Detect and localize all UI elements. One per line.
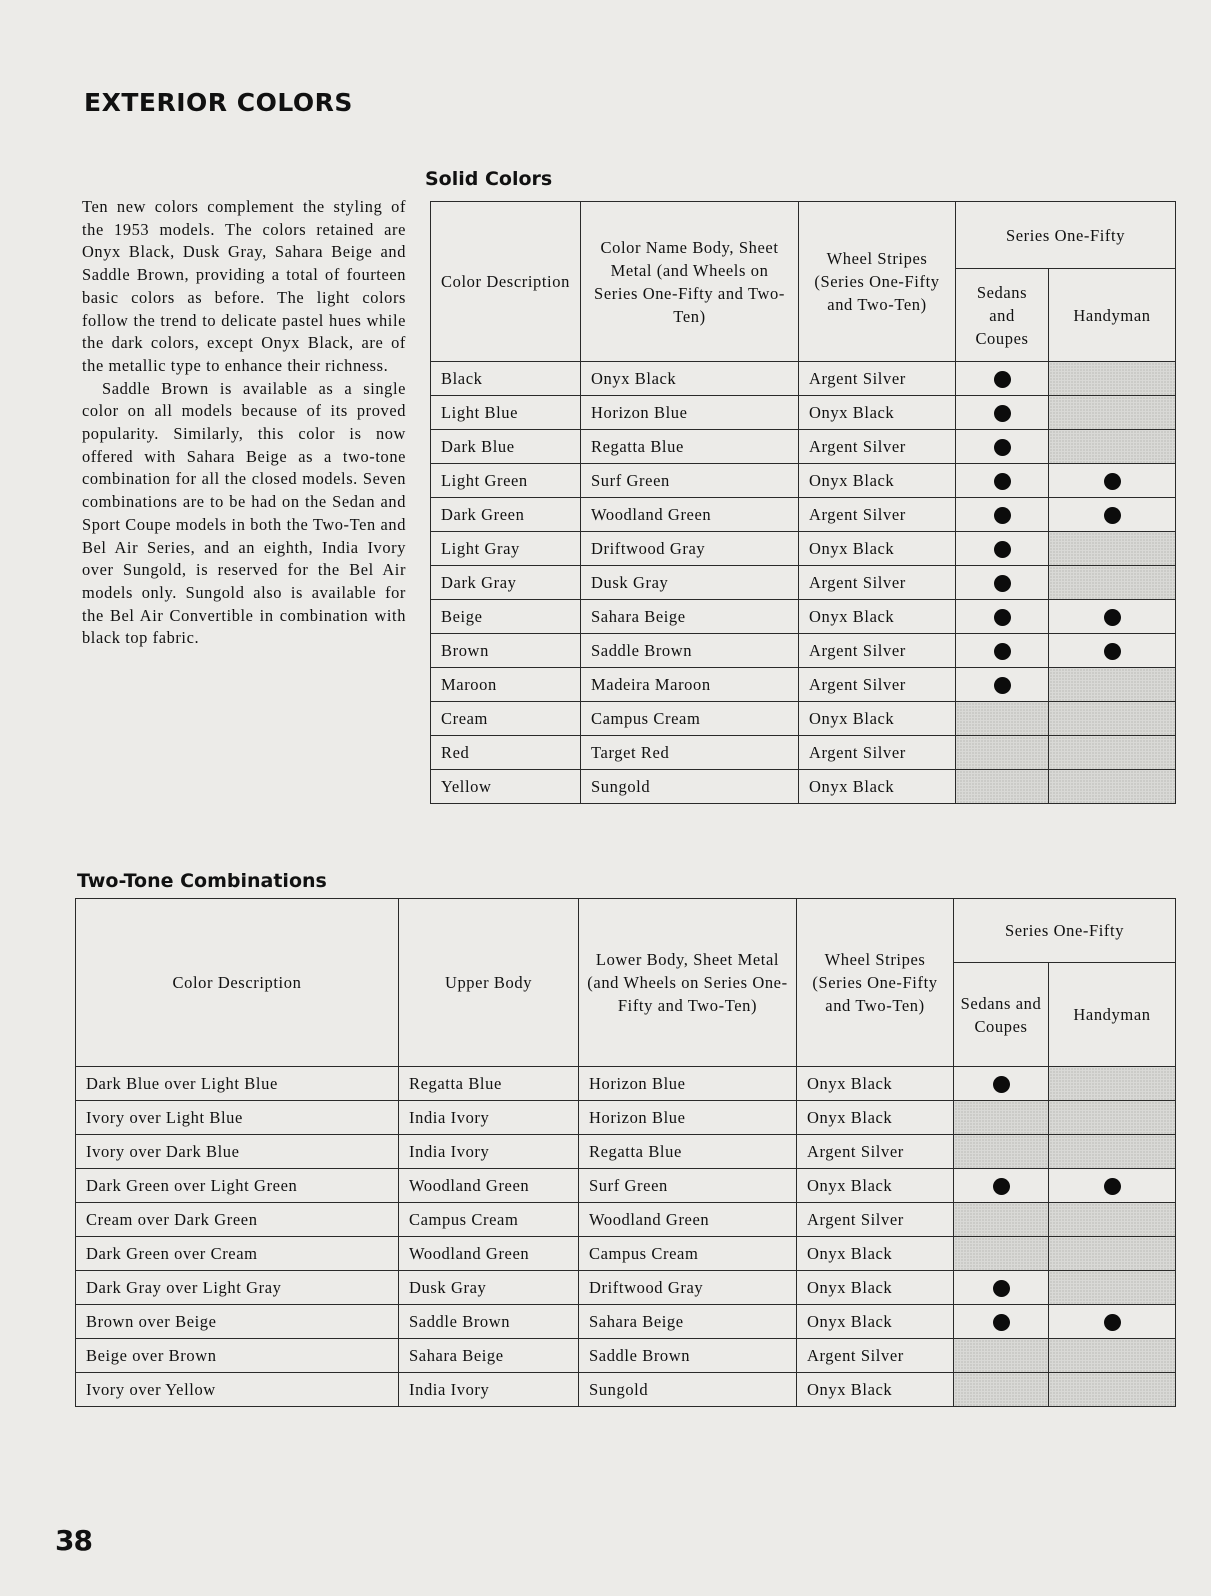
- intro-paragraph: Ten new colors complement the styling of the 1953 models. The colors retained are Onyx Black, Dusk Gray, Sahara Beige and Saddle Brown, providing a total of fourteen basic colors as before. The light colors follow the trend to delicate pastel hues while the dark colors, except Onyx Black, are of the metallic type to enhance their richness.: [82, 197, 406, 375]
- lower-body-cell: Sungold: [579, 1373, 797, 1407]
- handyman-cell: [1049, 532, 1176, 566]
- wheel-stripes-cell: Argent Silver: [799, 668, 956, 702]
- upper-body-cell: Regatta Blue: [399, 1067, 579, 1101]
- color-name-cell: Driftwood Gray: [581, 532, 799, 566]
- availability-dot-icon: [993, 1076, 1010, 1093]
- upper-body-cell: Dusk Gray: [399, 1271, 579, 1305]
- wheel-stripes-cell: Onyx Black: [799, 396, 956, 430]
- sedans-coupes-cell: [954, 1305, 1049, 1339]
- sedans-coupes-cell: [956, 362, 1049, 396]
- availability-dot-icon: [1104, 643, 1121, 660]
- color-description-cell: Yellow: [431, 770, 581, 804]
- handyman-cell: [1049, 702, 1176, 736]
- page-title: EXTERIOR COLORS: [84, 88, 353, 117]
- upper-body-cell: Saddle Brown: [399, 1305, 579, 1339]
- solid-colors-heading: Solid Colors: [425, 168, 553, 190]
- table-row: [431, 396, 1176, 430]
- table-row: [431, 566, 1176, 600]
- availability-dot-icon: [1104, 507, 1121, 524]
- lower-body-cell: Regatta Blue: [579, 1135, 797, 1169]
- wheel-stripes-cell: Onyx Black: [799, 464, 956, 498]
- handyman-cell: [1049, 770, 1176, 804]
- table-row: [431, 498, 1176, 532]
- availability-dot-icon: [994, 405, 1011, 422]
- sedans-coupes-cell: [956, 566, 1049, 600]
- table-row: [431, 464, 1176, 498]
- wheel-stripes-cell: Onyx Black: [797, 1067, 954, 1101]
- color-description-cell: Dark Blue over Light Blue: [76, 1067, 399, 1101]
- handyman-cell: [1049, 1305, 1176, 1339]
- lower-body-cell: Sahara Beige: [579, 1305, 797, 1339]
- availability-dot-icon: [994, 541, 1011, 558]
- availability-dot-icon: [993, 1178, 1010, 1195]
- header-handyman: Handyman: [1049, 963, 1176, 1067]
- sedans-coupes-cell: [956, 634, 1049, 668]
- page-number: 38: [55, 1524, 92, 1557]
- sedans-coupes-cell: [956, 736, 1049, 770]
- upper-body-cell: Sahara Beige: [399, 1339, 579, 1373]
- header-sedans-coupes: Sedans and Coupes: [954, 963, 1049, 1067]
- header-wheel-stripes: Wheel Stripes (Series One-Fifty and Two-Ten): [797, 899, 954, 1067]
- intro-text: [82, 196, 406, 650]
- upper-body-cell: Woodland Green: [399, 1169, 579, 1203]
- color-description-cell: Light Green: [431, 464, 581, 498]
- upper-body-cell: India Ivory: [399, 1373, 579, 1407]
- header-color-name: Color Name Body, Sheet Metal (and Wheels on Series One-Fifty and Two-Ten): [581, 202, 799, 362]
- solid-colors-table: [430, 201, 1176, 804]
- color-description-cell: Beige: [431, 600, 581, 634]
- wheel-stripes-cell: Argent Silver: [797, 1203, 954, 1237]
- handyman-cell: [1049, 362, 1176, 396]
- availability-dot-icon: [994, 677, 1011, 694]
- color-description-cell: Black: [431, 362, 581, 396]
- sedans-coupes-cell: [956, 600, 1049, 634]
- handyman-cell: [1049, 1067, 1176, 1101]
- sedans-coupes-cell: [954, 1373, 1049, 1407]
- handyman-cell: [1049, 1237, 1176, 1271]
- sedans-coupes-cell: [956, 498, 1049, 532]
- color-name-cell: Campus Cream: [581, 702, 799, 736]
- handyman-cell: [1049, 396, 1176, 430]
- sedans-coupes-cell: [956, 668, 1049, 702]
- color-name-cell: Sungold: [581, 770, 799, 804]
- color-name-cell: Regatta Blue: [581, 430, 799, 464]
- color-description-cell: Red: [431, 736, 581, 770]
- table-row: [76, 1101, 1176, 1135]
- color-description-cell: Ivory over Yellow: [76, 1373, 399, 1407]
- color-name-cell: Dusk Gray: [581, 566, 799, 600]
- handyman-cell: [1049, 1169, 1176, 1203]
- wheel-stripes-cell: Onyx Black: [799, 770, 956, 804]
- color-description-cell: Dark Gray over Light Gray: [76, 1271, 399, 1305]
- sedans-coupes-cell: [956, 430, 1049, 464]
- wheel-stripes-cell: Onyx Black: [797, 1169, 954, 1203]
- handyman-cell: [1049, 1271, 1176, 1305]
- color-name-cell: Onyx Black: [581, 362, 799, 396]
- wheel-stripes-cell: Onyx Black: [799, 600, 956, 634]
- table-row: [431, 634, 1176, 668]
- color-name-cell: Sahara Beige: [581, 600, 799, 634]
- two-tone-heading: Two-Tone Combinations: [77, 870, 327, 892]
- availability-dot-icon: [1104, 1178, 1121, 1195]
- sedans-coupes-cell: [956, 770, 1049, 804]
- table-row: [431, 702, 1176, 736]
- lower-body-cell: Woodland Green: [579, 1203, 797, 1237]
- wheel-stripes-cell: Onyx Black: [799, 532, 956, 566]
- color-name-cell: Target Red: [581, 736, 799, 770]
- wheel-stripes-cell: Onyx Black: [797, 1237, 954, 1271]
- color-description-cell: Brown: [431, 634, 581, 668]
- table-row: [431, 668, 1176, 702]
- wheel-stripes-cell: Argent Silver: [799, 498, 956, 532]
- handyman-cell: [1049, 1339, 1176, 1373]
- wheel-stripes-cell: Argent Silver: [799, 362, 956, 396]
- color-description-cell: Light Gray: [431, 532, 581, 566]
- handyman-cell: [1049, 498, 1176, 532]
- table-row: [76, 1203, 1176, 1237]
- availability-dot-icon: [994, 643, 1011, 660]
- availability-dot-icon: [994, 371, 1011, 388]
- color-description-cell: Brown over Beige: [76, 1305, 399, 1339]
- two-tone-table: [75, 898, 1176, 1407]
- color-name-cell: Madeira Maroon: [581, 668, 799, 702]
- availability-dot-icon: [994, 609, 1011, 626]
- color-description-cell: Light Blue: [431, 396, 581, 430]
- color-description-cell: Cream: [431, 702, 581, 736]
- sedans-coupes-cell: [956, 702, 1049, 736]
- header-series: Series One-Fifty: [954, 899, 1176, 963]
- availability-dot-icon: [994, 507, 1011, 524]
- lower-body-cell: Surf Green: [579, 1169, 797, 1203]
- wheel-stripes-cell: Argent Silver: [797, 1339, 954, 1373]
- availability-dot-icon: [994, 575, 1011, 592]
- sedans-coupes-cell: [954, 1135, 1049, 1169]
- wheel-stripes-cell: Onyx Black: [797, 1373, 954, 1407]
- upper-body-cell: Campus Cream: [399, 1203, 579, 1237]
- handyman-cell: [1049, 1203, 1176, 1237]
- table-row: [76, 1339, 1176, 1373]
- header-upper-body: Upper Body: [399, 899, 579, 1067]
- table-row: [431, 532, 1176, 566]
- availability-dot-icon: [1104, 1314, 1121, 1331]
- handyman-cell: [1049, 464, 1176, 498]
- handyman-cell: [1049, 634, 1176, 668]
- table-row: [431, 770, 1176, 804]
- wheel-stripes-cell: Onyx Black: [797, 1305, 954, 1339]
- table-row: [76, 1067, 1176, 1101]
- table-row: [76, 1271, 1176, 1305]
- color-description-cell: Dark Gray: [431, 566, 581, 600]
- sedans-coupes-cell: [954, 1067, 1049, 1101]
- handyman-cell: [1049, 1135, 1176, 1169]
- sedans-coupes-cell: [954, 1169, 1049, 1203]
- wheel-stripes-cell: Argent Silver: [799, 736, 956, 770]
- handyman-cell: [1049, 566, 1176, 600]
- sedans-coupes-cell: [954, 1339, 1049, 1373]
- header-lower-body: Lower Body, Sheet Metal (and Wheels on Series One-Fifty and Two-Ten): [579, 899, 797, 1067]
- table-row: [431, 600, 1176, 634]
- sedans-coupes-cell: [956, 396, 1049, 430]
- color-name-cell: Horizon Blue: [581, 396, 799, 430]
- lower-body-cell: Saddle Brown: [579, 1339, 797, 1373]
- color-description-cell: Dark Green over Cream: [76, 1237, 399, 1271]
- wheel-stripes-cell: Onyx Black: [797, 1271, 954, 1305]
- availability-dot-icon: [993, 1314, 1010, 1331]
- wheel-stripes-cell: Argent Silver: [797, 1135, 954, 1169]
- color-name-cell: Saddle Brown: [581, 634, 799, 668]
- header-color-description: Color Description: [431, 202, 581, 362]
- table-row: [431, 430, 1176, 464]
- table-row: [76, 1373, 1176, 1407]
- handyman-cell: [1049, 1373, 1176, 1407]
- color-description-cell: Cream over Dark Green: [76, 1203, 399, 1237]
- table-row: [76, 1135, 1176, 1169]
- wheel-stripes-cell: Argent Silver: [799, 430, 956, 464]
- wheel-stripes-cell: Argent Silver: [799, 634, 956, 668]
- upper-body-cell: India Ivory: [399, 1135, 579, 1169]
- availability-dot-icon: [993, 1280, 1010, 1297]
- color-description-cell: Ivory over Dark Blue: [76, 1135, 399, 1169]
- availability-dot-icon: [1104, 609, 1121, 626]
- sedans-coupes-cell: [956, 464, 1049, 498]
- color-description-cell: Maroon: [431, 668, 581, 702]
- wheel-stripes-cell: Onyx Black: [799, 702, 956, 736]
- color-description-cell: Dark Green: [431, 498, 581, 532]
- lower-body-cell: Driftwood Gray: [579, 1271, 797, 1305]
- intro-paragraph: Saddle Brown is available as a single color on all models because of its proved popularity. Similarly, this color is now offered with Sahara Beige as a two-tone combination for all the closed models. Seven combinations are to be had on the Sedan and Sport Coupe models in both the Two-Ten and Bel Air Series, and an eighth, India Ivory over Sungold, is reserved for the Bel Air models only. Sungold also is available for the Bel Air Convertible in combination with black top fabric.: [82, 378, 406, 648]
- handyman-cell: [1049, 430, 1176, 464]
- header-wheel-stripes: Wheel Stripes (Series One-Fifty and Two-Ten): [799, 202, 956, 362]
- table-row: [431, 362, 1176, 396]
- availability-dot-icon: [1104, 473, 1121, 490]
- lower-body-cell: Horizon Blue: [579, 1067, 797, 1101]
- handyman-cell: [1049, 736, 1176, 770]
- handyman-cell: [1049, 668, 1176, 702]
- color-description-cell: Dark Green over Light Green: [76, 1169, 399, 1203]
- sedans-coupes-cell: [956, 532, 1049, 566]
- wheel-stripes-cell: Onyx Black: [797, 1101, 954, 1135]
- color-description-cell: Beige over Brown: [76, 1339, 399, 1373]
- header-sedans-coupes: Sedans and Coupes: [956, 269, 1049, 362]
- lower-body-cell: Horizon Blue: [579, 1101, 797, 1135]
- availability-dot-icon: [994, 439, 1011, 456]
- color-description-cell: Ivory over Light Blue: [76, 1101, 399, 1135]
- handyman-cell: [1049, 1101, 1176, 1135]
- header-handyman: Handyman: [1049, 269, 1176, 362]
- availability-dot-icon: [994, 473, 1011, 490]
- sedans-coupes-cell: [954, 1101, 1049, 1135]
- sedans-coupes-cell: [954, 1203, 1049, 1237]
- color-description-cell: Dark Blue: [431, 430, 581, 464]
- color-name-cell: Surf Green: [581, 464, 799, 498]
- table-row: [76, 1305, 1176, 1339]
- handyman-cell: [1049, 600, 1176, 634]
- wheel-stripes-cell: Argent Silver: [799, 566, 956, 600]
- upper-body-cell: India Ivory: [399, 1101, 579, 1135]
- header-color-description: Color Description: [76, 899, 399, 1067]
- table-row: [76, 1169, 1176, 1203]
- header-series: Series One-Fifty: [956, 202, 1176, 269]
- sedans-coupes-cell: [954, 1271, 1049, 1305]
- table-row: [76, 1237, 1176, 1271]
- lower-body-cell: Campus Cream: [579, 1237, 797, 1271]
- sedans-coupes-cell: [954, 1237, 1049, 1271]
- upper-body-cell: Woodland Green: [399, 1237, 579, 1271]
- color-name-cell: Woodland Green: [581, 498, 799, 532]
- table-row: [431, 736, 1176, 770]
